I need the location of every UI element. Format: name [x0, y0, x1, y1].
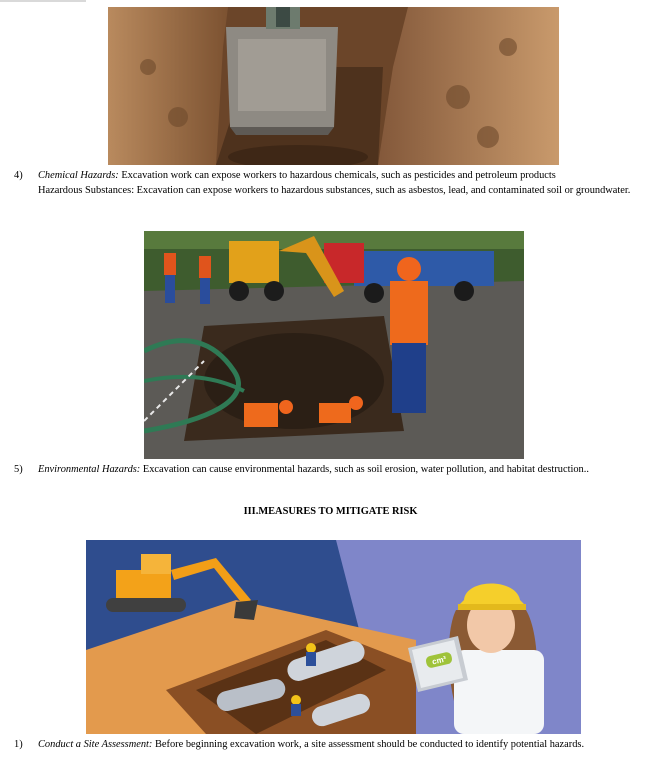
item-number: 1): [14, 739, 23, 750]
mitigation-illustration: [86, 540, 581, 734]
measure-item-site-assessment: [14, 737, 637, 752]
image-fragment: [0, 0, 86, 2]
item-number: 5): [14, 464, 23, 475]
section-heading: III.MEASURES TO MITIGATE RISK: [243, 506, 418, 517]
badge-text: cm³: [431, 654, 448, 667]
item-title: Conduct a Site Assessment:: [38, 739, 153, 750]
item-text: Excavation work can expose workers to hazardous chemicals, such as pesticides and petroleum products: [118, 170, 556, 181]
item-text: Excavation can cause environmental hazards, such as soil erosion, water pollution, and habitat destruction..: [140, 464, 589, 475]
hazard-item-environmental: [14, 462, 637, 477]
item-continuation: Hazardous Substances: Excavation can expose workers to hazardous substances, such as asbestos, lead, and contaminated soil or groundwater.: [38, 185, 631, 196]
trench-excavation-photo: [108, 7, 559, 165]
item-title: Chemical Hazards:: [38, 170, 119, 181]
item-title: Environmental Hazards:: [38, 464, 141, 475]
street-excavation-photo: [144, 231, 524, 459]
hazard-item-chemical: [14, 168, 637, 198]
item-text: Before beginning excavation work, a site assessment should be conducted to identify potential hazards.: [152, 739, 585, 750]
item-number: 4): [14, 170, 23, 181]
